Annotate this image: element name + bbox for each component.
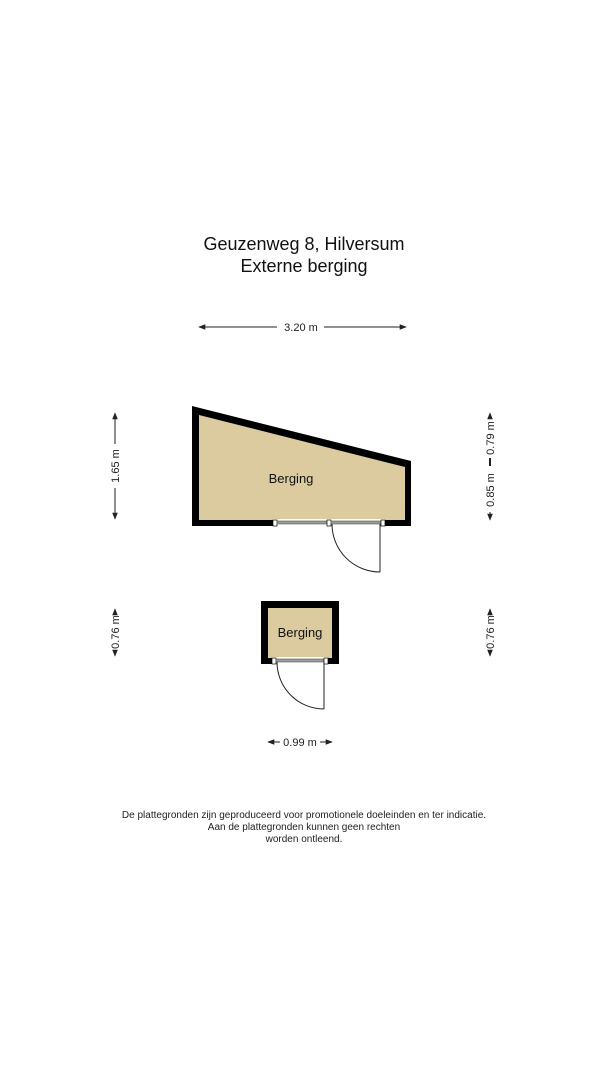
disclaimer-line: worden ontleend. xyxy=(265,834,343,845)
room-berging-main xyxy=(192,406,411,572)
dimension-label: 0.76 m xyxy=(110,615,122,649)
window xyxy=(277,521,327,524)
dimension-label: 0.76 m xyxy=(485,615,497,649)
dimension-left-height xyxy=(110,413,122,519)
disclaimer-line: Aan de plattegronden kunnen geen rechten xyxy=(207,822,401,833)
door-swing xyxy=(332,524,380,572)
dimension-label: 0.85 m xyxy=(485,473,497,507)
door-swing xyxy=(277,662,324,709)
dimension-small-right xyxy=(485,609,497,656)
dimension-small-width xyxy=(268,737,332,749)
dimension-label: 1.65 m xyxy=(110,449,122,483)
disclaimer xyxy=(0,810,608,846)
dimension-label: 3.20 m xyxy=(284,322,318,334)
dimension-top-width xyxy=(199,322,406,334)
dimension-label: 0.79 m xyxy=(485,421,497,455)
dimension-right xyxy=(485,413,497,520)
disclaimer-line: De plattegronden zijn geproduceerd voor promotionele doeleinden en ter indicatie. xyxy=(121,810,487,821)
room-label: Berging xyxy=(268,471,314,486)
room-label: Berging xyxy=(277,625,323,640)
plan-subtitle: Externe berging xyxy=(240,256,368,276)
room-berging-small xyxy=(261,601,339,709)
plan-address-title: Geuzenweg 8, Hilversum xyxy=(203,234,405,254)
dimension-small-left xyxy=(110,609,122,656)
dimension-label: 0.99 m xyxy=(283,737,317,749)
